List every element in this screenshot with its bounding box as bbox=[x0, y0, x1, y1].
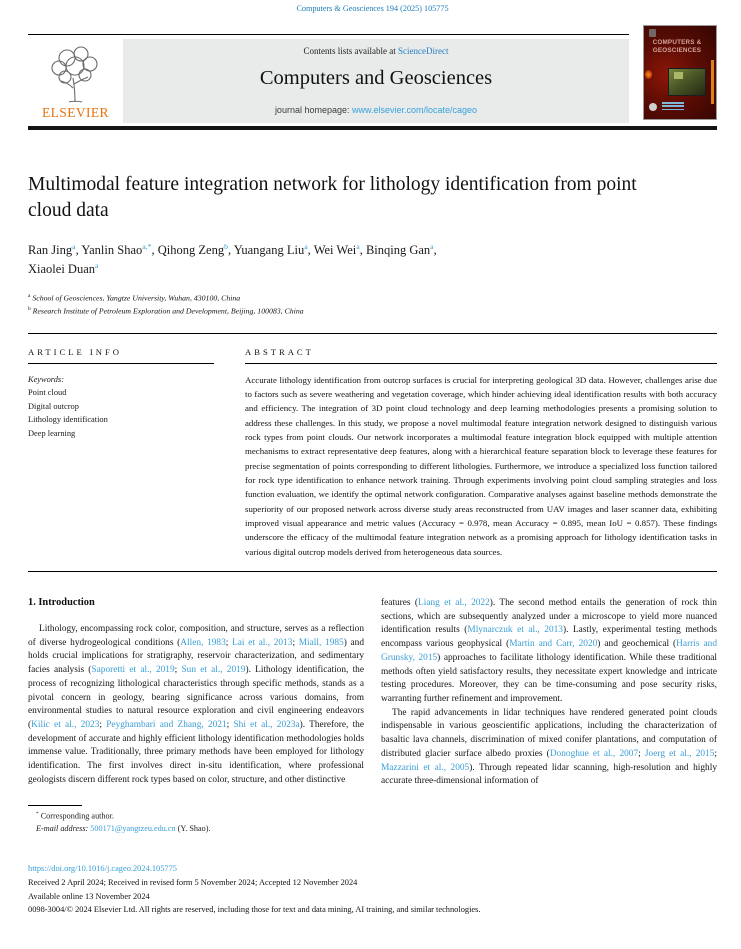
citation-link[interactable]: Mlynarczuk et al., 2013 bbox=[467, 625, 563, 636]
contents-line bbox=[129, 46, 623, 56]
cover-society-logo-icon bbox=[649, 103, 657, 111]
citation-link[interactable]: Shi et al., 2023a bbox=[233, 719, 300, 730]
cover-spine-strip bbox=[711, 60, 714, 104]
citation-link[interactable]: Allen, 1983 bbox=[180, 637, 226, 648]
cover-title-line2: GEOSCIENCES bbox=[652, 46, 702, 54]
citation-link[interactable]: 500171@yangtzeu.edu.cn bbox=[90, 824, 176, 834]
info-abstract-section bbox=[28, 333, 717, 572]
citation-link[interactable]: Donoghue et al., 2007 bbox=[549, 748, 639, 759]
available-online: Available online 13 November 2024 bbox=[28, 891, 150, 901]
body-column-left bbox=[28, 597, 364, 836]
keyword-item: Lithology identification bbox=[28, 415, 108, 425]
homepage-prefix: journal homepage: bbox=[274, 105, 352, 115]
citation-link[interactable]: Miall, 1985 bbox=[298, 637, 344, 648]
article-info-column bbox=[28, 334, 214, 559]
elsevier-logo bbox=[28, 39, 123, 123]
keyword-item: Point cloud bbox=[28, 388, 67, 398]
citation-link[interactable]: Harris and Grunsky, 2015 bbox=[381, 639, 717, 663]
received-dates: Received 2 April 2024; Received in revised form 5 November 2024; Accepted 12 November 2024 bbox=[28, 877, 358, 887]
elsevier-wordmark: ELSEVIER bbox=[42, 105, 109, 120]
abstract-heading: ABSTRACT bbox=[245, 334, 717, 364]
citation-link[interactable]: Joerg et al., 2015 bbox=[644, 748, 715, 759]
abstract-text: Accurate lithology identification from outcrop surfaces is crucial for interpreting geological 3D data. However, challenges arise due to factors such as severe weathering and vegetation coverage, which hinder achieving ideal identification results with both accuracy and efficiency. The integration of 3D point cloud technology and deep learning methodologies presents a promising solution to address these challenges. In this study, we propose a novel multimodal feature integration network designed to distinguish various rock types from point clouds. Our network incorporates a multimodal feature integration block equipped with multiple attention mechanisms to extract representative deep features, along with a hierarchical feature separation block to leverage these features for precise segmentation of points corresponding to different lithologies. Furthermore, we introduce a specialized loss function tailored for rock type identification to enhance network training. Through experiments involving point cloud sampling strategies and loss function evaluation, we identify the optimal network configuration. Comparative analyses against baseline methods demonstrate the superiority of our proposed network across diverse study areas reconstructed from UAV images and laser scanner data, exhibiting improved visual appearance and metric values (Accuracy = 0.978, mean Accuracy = 0.895, mean IoU = 0.857). These findings underscore the efficacy of the multimodal feature integration network as a promising approach for lithology identification tasks in various digital outcrop models derived from heterogeneous data sources. bbox=[245, 374, 717, 557]
abstract-column bbox=[245, 334, 717, 559]
article-footer bbox=[28, 862, 717, 917]
citation-link[interactable]: Kilic et al., 2023 bbox=[31, 719, 100, 730]
citation-link[interactable]: Sun et al., 2019 bbox=[181, 665, 246, 676]
cover-accent-dot bbox=[645, 70, 652, 79]
body-columns bbox=[28, 597, 717, 836]
author-list: Ran Jing$^a$, Yanlin Shao$^{a,*}$, Qihong Zeng$^b$, Yuangang Liu$^a$, Wei Wei$^a$, Binqing Gan$^a$, Xiaolei Duan$^a$ bbox=[28, 241, 437, 276]
cover-issn-lines bbox=[662, 102, 684, 112]
citation-link[interactable]: Peyghambari and Zhang, 2021 bbox=[106, 719, 227, 730]
contents-prefix: Contents lists available at bbox=[303, 46, 398, 56]
body-column-right bbox=[381, 597, 717, 836]
journal-citation: Computers & Geosciences 194 (2025) 105775 bbox=[296, 4, 449, 13]
sciencedirect-link[interactable]: ScienceDirect bbox=[398, 46, 449, 56]
email-line: E-mail address: 500171@yangtzeu.edu.cn (Y. Shao). bbox=[36, 824, 211, 834]
affiliation-b: $^b$ Research Institute of Petroleum Exploration and Development, Beijing, 100083, China bbox=[28, 305, 304, 316]
section-heading-introduction: 1. Introduction bbox=[28, 596, 95, 608]
intro-paragraph-1: Lithology, encompassing rock color, composition, and structure, serves as a reflection of diverse hydrogeological conditions (Allen, 1983; Lai et al., 2013; Miall, 1985) and holds crucial implications for stratigraphy, reservoir characterization, and sedimentary facies analysis (Saporetti et al., 2019; Sun et al., 2019). Lithology identification, the process of recognizing lithological characteristics through specific methods, stands as a pivotal concern in geology, bearing significance across various domains, from environmental studies to natural resource exploration and civil engineering endeavors (Kilic et al., 2023; Peyghambari and Zhang, 2021; Shi et al., 2023a). Therefore, the development of accurate and highly efficient lithology identification methodologies holds immense value. Traditionally, three primary methods have been employed for lithology identification. The first involves direct in-situ identification, where professional geologists discern different rock types based on color, structure, and other distinctive bbox=[28, 623, 365, 785]
keyword-item: Deep learning bbox=[28, 428, 76, 438]
citation-link[interactable]: Lai et al., 2013 bbox=[232, 637, 293, 648]
intro-paragraph-2: The rapid advancements in lidar techniques have rendered generated point clouds indispensable in various geoscientific applications, including the characterization of basaltic lava channels, discrimination of mixed conifer plantations, and computation of distributed glacier surface albedo proxies (Donoghue et al., 2007; Joerg et al., 2015; Mazzarini et al., 2005). Through repeated lidar scanning, high-resolution and highly accurate three-dimensional information of bbox=[381, 707, 717, 787]
citation-link[interactable]: Martin and Carr, 2020 bbox=[509, 639, 598, 650]
article-info-heading: ARTICLE INFO bbox=[28, 334, 214, 364]
article-title: Multimodal feature integration network for lithology identification from point cloud data bbox=[28, 174, 637, 221]
cover-figure-image bbox=[668, 68, 706, 96]
masthead-gray-box bbox=[123, 39, 629, 123]
citation-link[interactable]: Mazzarini et al., 2005 bbox=[381, 762, 470, 773]
cover-title bbox=[644, 39, 710, 55]
header-divider-bar bbox=[28, 126, 717, 130]
doi-link[interactable]: https://doi.org/10.1016/j.cageo.2024.105775 bbox=[28, 863, 177, 873]
intro-paragraph-1-continued: features (Liang et al., 2022). The second method entails the generation of rock thin sections, which are subsequently analyzed under a microscope to yield more nuanced identification results (Mlynarczuk et al., 2013). Lastly, experimental testing methods encompass various geophysical (Martin and Carr, 2020) and geochemical (Harris and Grunsky, 2015) approaches to facilitate lithology identification. While these traditional methods often yield satisfactory results, they necessitate expert knowledge and intricate testing procedures. Moreover, they can be time-consuming and pose security risks, warranting further refinement and improvement. bbox=[381, 597, 717, 704]
citation-link[interactable]: Saporetti et al., 2019 bbox=[91, 665, 175, 676]
homepage-link[interactable]: www.elsevier.com/locate/cageo bbox=[352, 105, 478, 115]
cover-title-line1: COMPUTERS & bbox=[652, 39, 702, 46]
citation-link[interactable]: Liang et al., 2022 bbox=[418, 597, 490, 608]
masthead bbox=[28, 34, 717, 123]
corresponding-author-note: * Corresponding author. bbox=[36, 810, 114, 821]
affiliation-a: $^a$ School of Geosciences, Yangtze University, Wuhan, 430100, China bbox=[28, 292, 241, 303]
keywords-label: Keywords: bbox=[28, 374, 64, 384]
keywords-block bbox=[28, 373, 214, 440]
footnote-block bbox=[28, 805, 364, 836]
cover-publisher-mark-icon bbox=[649, 29, 656, 37]
homepage-line bbox=[129, 105, 623, 115]
masthead-inner bbox=[28, 39, 629, 123]
footnote-divider bbox=[28, 805, 82, 806]
journal-title: Computers and Geosciences bbox=[259, 67, 493, 89]
masthead-left bbox=[28, 34, 629, 123]
affiliations bbox=[28, 292, 717, 318]
copyright-line: 0098-3004/© 2024 Elsevier Ltd. All rights are reserved, including those for text and data mining, AI training, and similar technologies. bbox=[28, 905, 481, 915]
keyword-item: Digital outcrop bbox=[28, 401, 79, 411]
journal-cover-thumbnail[interactable] bbox=[643, 25, 717, 120]
elsevier-tree-icon bbox=[45, 44, 107, 104]
